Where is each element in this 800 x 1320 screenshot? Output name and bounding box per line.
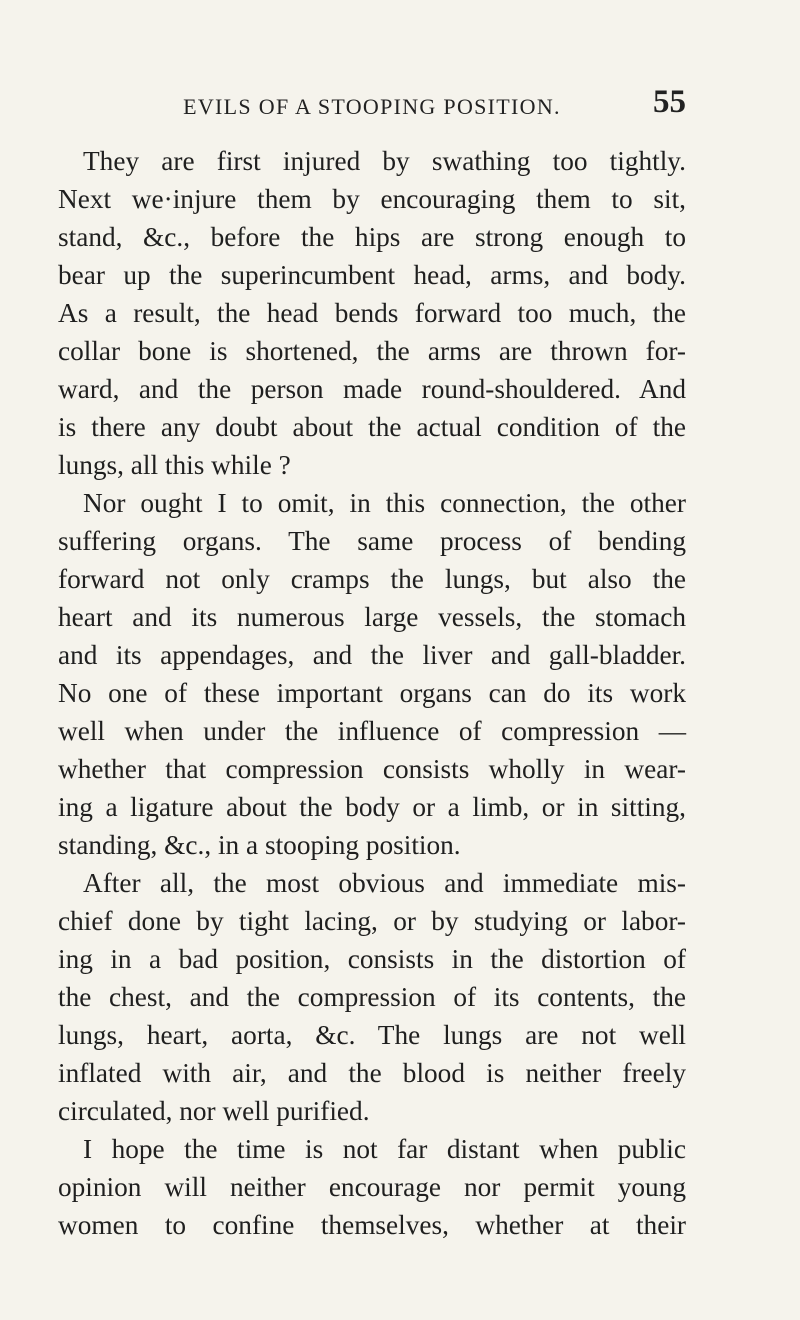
body-text [58, 142, 686, 1244]
text-line: collar bone is shortened, the arms are thrown for- [58, 336, 686, 366]
text-line: chief done by tight lacing, or by studying or labor- [58, 906, 686, 936]
running-title: EVILS OF A STOOPING POSITION. [183, 94, 561, 119]
text-line: circulated, nor well purified. [58, 1096, 370, 1126]
text-line: Nor ought I to omit, in this connection, the other [83, 488, 686, 518]
text-line: No one of these important organs can do its work [58, 678, 686, 708]
paragraph-4 [58, 1130, 686, 1244]
text-line: ward, and the person made round-shouldered. And [58, 374, 686, 404]
text-line: Next we·injure them by encouraging them to sit, [58, 184, 686, 214]
text-line: standing, &c., in a stooping position. [58, 830, 461, 860]
text-line: bear up the superincumbent head, arms, and body. [58, 260, 686, 290]
running-head [58, 86, 686, 130]
paragraph-2 [58, 484, 686, 864]
text-line: opinion will neither encourage nor permit young [58, 1172, 686, 1202]
paragraph-3 [58, 864, 686, 1130]
text-line: well when under the influence of compression — [58, 716, 686, 746]
text-line: heart and its numerous large vessels, the stomach [58, 602, 686, 632]
text-line: lungs, heart, aorta, &c. The lungs are not well [58, 1020, 686, 1050]
text-line: suffering organs. The same process of bending [58, 526, 686, 556]
text-line: whether that compression consists wholly in wear- [58, 754, 686, 784]
text-line: lungs, all this while ? [58, 450, 291, 480]
text-line: is there any doubt about the actual condition of the [58, 412, 686, 442]
text-line: women to confine themselves, whether at their [58, 1210, 686, 1240]
paragraph-1 [58, 142, 686, 484]
text-line: the chest, and the compression of its contents, the [58, 982, 686, 1012]
text-line: As a result, the head bends forward too much, the [58, 298, 686, 328]
text-line: ing in a bad position, consists in the distortion of [58, 944, 686, 974]
text-line: inflated with air, and the blood is neither freely [58, 1058, 686, 1088]
text-line: After all, the most obvious and immediate mis- [83, 868, 686, 898]
text-line: stand, &c., before the hips are strong enough to [58, 222, 686, 252]
text-line: and its appendages, and the liver and gall-bladder. [58, 640, 686, 670]
text-line: ing a ligature about the body or a limb, or in sitting, [58, 792, 686, 822]
text-line: I hope the time is not far distant when public [83, 1134, 686, 1164]
text-line: They are first injured by swathing too tightly. [83, 146, 686, 176]
text-line: forward not only cramps the lungs, but also the [58, 564, 686, 594]
page-number: 55 [653, 84, 686, 120]
